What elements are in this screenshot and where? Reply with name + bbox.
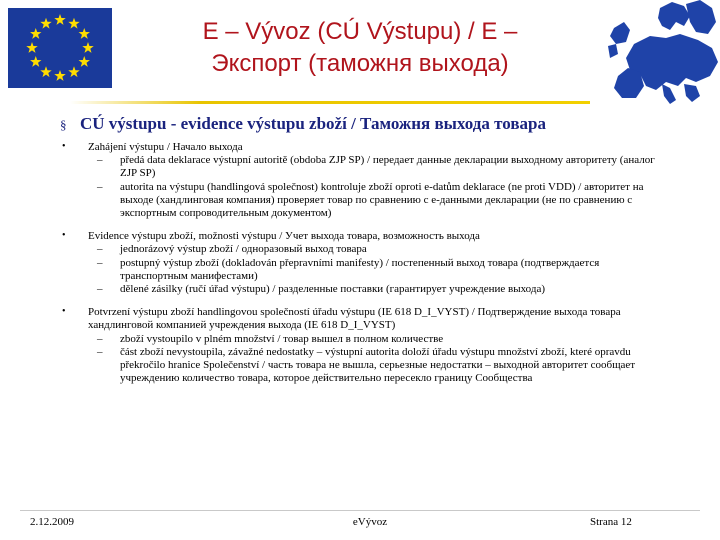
bullet-text: Evidence výstupu zboží, možnosti výstupu / Учет выхода товара, возможность выхода	[88, 230, 480, 243]
sub-bullet-item	[60, 257, 660, 283]
sub-bullet-text: autorita na výstupu (handlingová společnost) kontroluje zboží oproti e-datům deklarace (ne proti VDD) / авторитет на выходе (хандлинговая компания) проверяет товар по сравнению с е-данными декларации (не по сравнению с экспортным сопроводительным документом)	[120, 180, 644, 220]
dash-icon: –	[97, 256, 103, 269]
title-divider	[70, 101, 590, 104]
star-icon	[26, 42, 37, 53]
sub-bullet-text: postupný výstup zboží (dokladován přepravními manifesty) / постепенный выход товара (подтверждается транспортным манифестами)	[120, 256, 600, 282]
sub-bullet-item	[60, 181, 660, 221]
star-icon	[79, 28, 90, 39]
star-icon	[40, 18, 51, 29]
star-icon	[54, 70, 65, 81]
star-icon	[54, 14, 65, 25]
sub-bullet-item	[60, 283, 660, 296]
dash-icon: –	[97, 243, 103, 256]
sub-bullet-text: předá data deklarace výstupní autoritě (obdoba ZJP SP) / передает данные декларации выходному авторитету (аналог ZJP SP)	[120, 154, 655, 180]
bullet-item	[60, 141, 660, 154]
title-line-1: E – Vývoz (CÚ Výstupu) / E –	[202, 18, 518, 45]
eu-flag-icon	[8, 8, 112, 88]
slide-title	[130, 16, 590, 80]
sub-bullet-text: jednorázový výstup zboží / одноразовый выход товара	[120, 243, 367, 256]
dash-icon: –	[97, 180, 103, 193]
sub-bullet-item	[60, 346, 660, 386]
sub-bullet-item	[60, 243, 660, 256]
bullet-text: Zahájení výstupu / Начало выхода	[88, 141, 243, 153]
star-icon	[68, 18, 79, 29]
bullet-item	[60, 306, 660, 332]
footer-divider	[20, 510, 700, 511]
star-icon	[30, 28, 41, 39]
bullet-text: Potvrzení výstupu zboží handlingovou společností úřadu výstupu (IE 618 D_I_VYST) / Подтверждение выхода товара хандлинговой компанией учреждения выхода (IE 618 D_I_VYST)	[88, 306, 621, 332]
star-icon	[82, 42, 93, 53]
dash-icon: –	[97, 345, 103, 358]
section-heading-text: CÚ výstupu - evidence výstupu zboží / Таможня выхода товара	[80, 114, 546, 133]
dash-icon: –	[97, 332, 103, 345]
europe-map-icon	[600, 0, 720, 105]
section-marker: §	[60, 117, 67, 132]
sub-bullet-item	[60, 333, 660, 346]
star-icon	[79, 56, 90, 67]
dash-icon: –	[97, 154, 103, 167]
footer-page-number: Strana 12	[590, 516, 632, 528]
bullet-item	[60, 230, 660, 243]
dash-icon: –	[97, 283, 103, 296]
bullet-dot-icon: •	[62, 141, 66, 152]
bullet-dot-icon: •	[62, 306, 66, 318]
section-heading	[60, 114, 660, 134]
title-line-2: Экспорт (таможня выхода)	[211, 50, 509, 77]
content-body	[60, 141, 660, 385]
sub-bullet-text: dělené zásilky (ručí úřad výstupu) / разделенные поставки (гарантирует учреждение выхода)	[120, 283, 546, 296]
sub-bullet-item	[60, 154, 660, 180]
star-icon	[30, 56, 41, 67]
sub-bullet-text: část zboží nevystoupila, závažné nedostatky – výstupní autorita doloží úřadu výstupu množství zboží, které opravdu překročilo hranice Společenství / часть товара не вышла, серьезные недостатки – выходной авторитет сообщает учреждению количество товара, которое действительно пересекло границу Сообщества	[120, 345, 636, 385]
sub-bullet-text: zboží vystoupilo v plném množství / товар вышел в полном количестве	[120, 332, 444, 345]
star-icon	[40, 66, 51, 77]
bullet-dot-icon: •	[62, 230, 66, 242]
footer-center: eVývoz	[352, 516, 388, 528]
star-icon	[68, 66, 79, 77]
footer-date: 2.12.2009	[30, 516, 74, 528]
